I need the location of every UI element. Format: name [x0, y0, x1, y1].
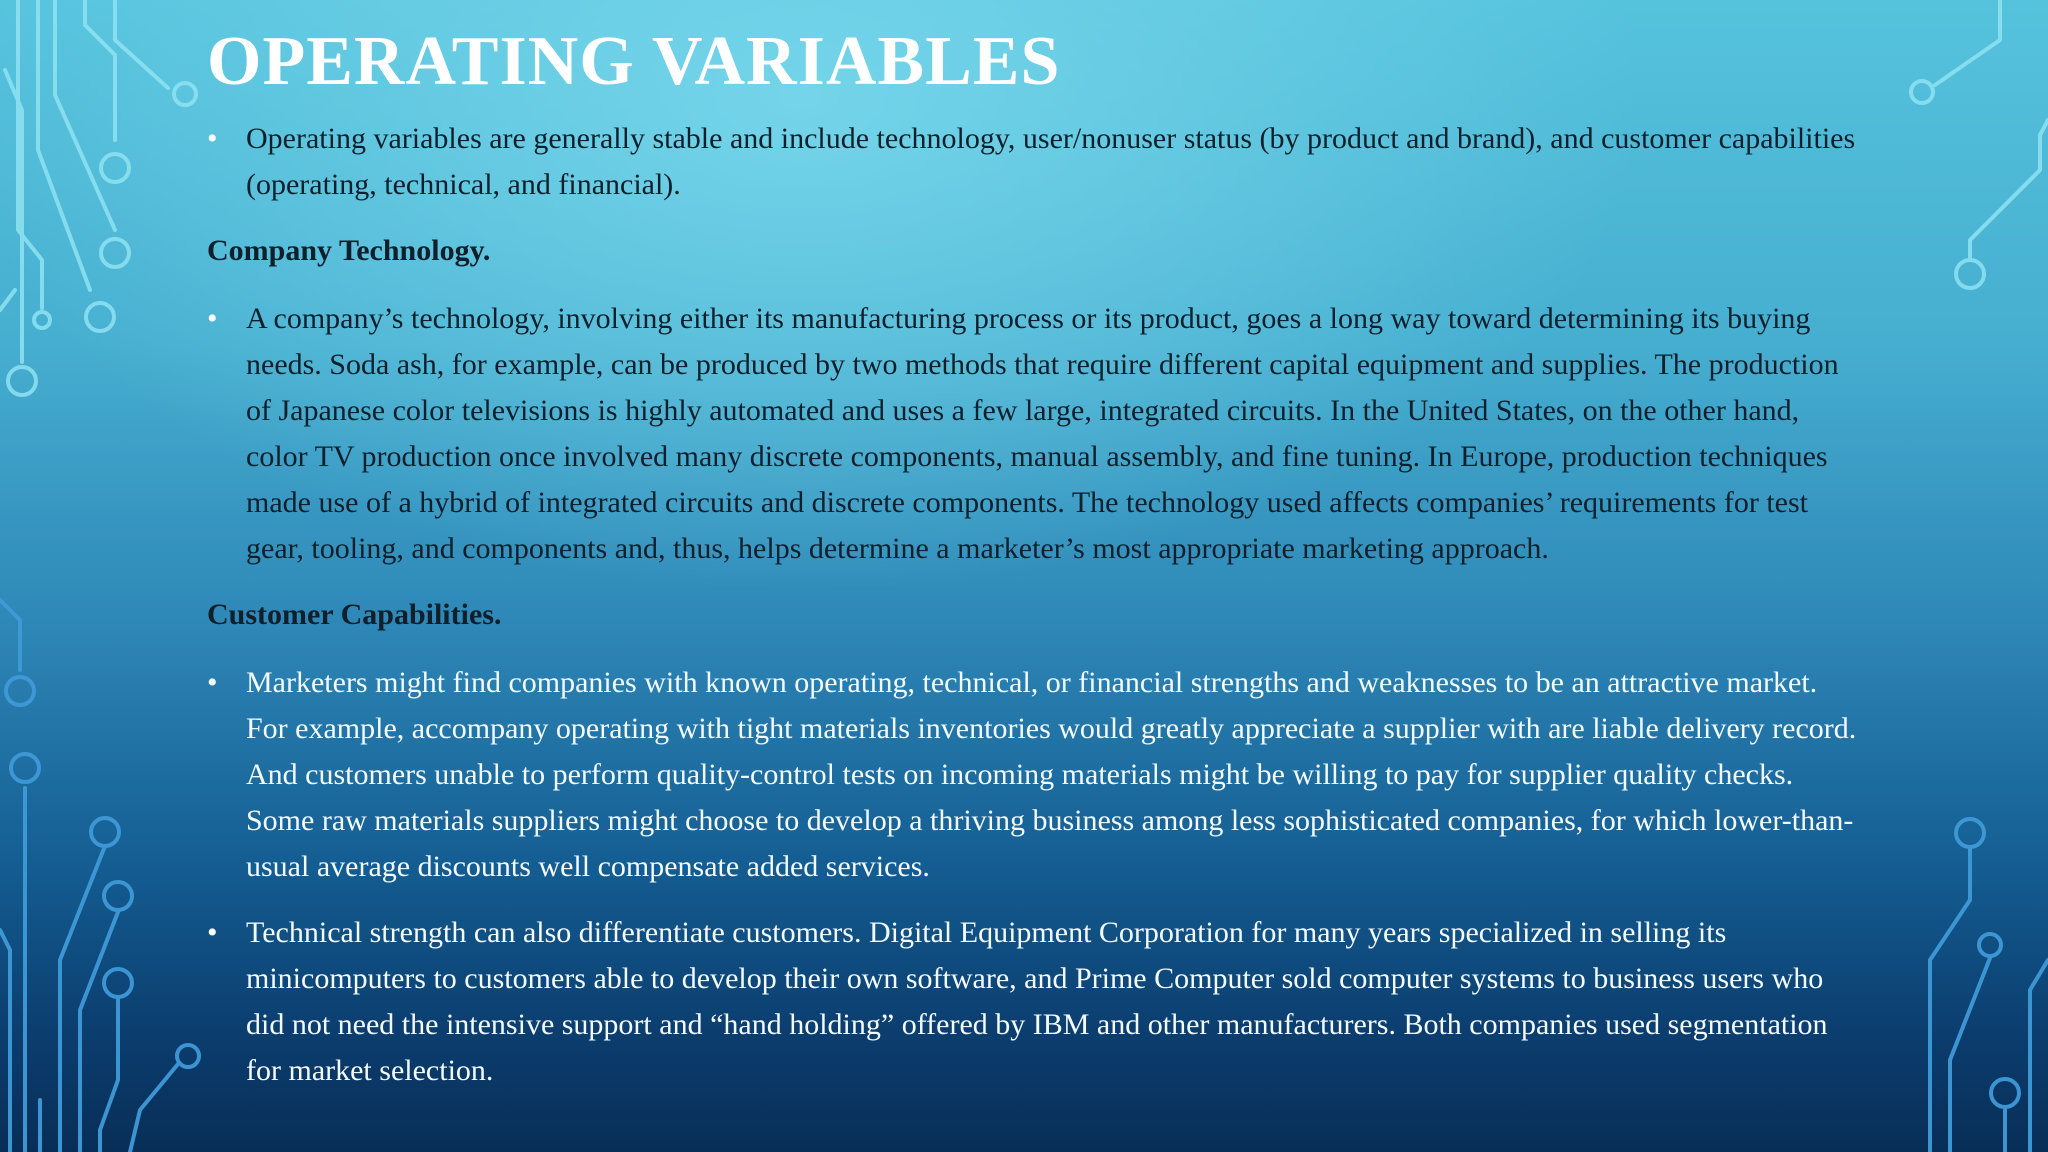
bullet-icon: •	[207, 122, 218, 155]
bullet-icon: •	[207, 302, 218, 335]
section-heading-company-technology: Company Technology.	[207, 234, 491, 267]
customer-capabilities-bullet-2	[207, 910, 1857, 1094]
company-technology-text: A company’s technology, involving either its manufacturing process or its product, goes a long way toward determining its buying needs. Soda ash, for example, can be produced by two methods that require different capital equipment and supplies. The production of Japanese color televisions is highly automated and uses a few large, integrated circuits. In the United States, on the other hand, color TV production once involved many discrete components, manual assembly, and fine tuning. In Europe, production techniques made use of a hybrid of integrated circuits and discrete components. The technology used affects companies’ requirements for test gear, tooling, and components and, thus, helps determine a marketer’s most appropriate marketing approach.	[246, 302, 1839, 565]
circuit-top-right	[1911, 0, 2048, 288]
intro-bullet-text: Operating variables are generally stable and include technology, user/nonuser status (by product and brand), and customer capabilities (operating, technical, and financial).	[246, 122, 1856, 201]
circuit-bottom-left	[0, 600, 199, 1152]
customer-capabilities-text-2: Technical strength can also differentiate customers. Digital Equipment Corporation for many years specialized in selling its minicomputers to customers able to develop their own software, and Prime Computer sold computer systems to business users who did not need the intensive support and “hand holding” offered by IBM and other manufacturers. Both companies used segmentation for market selection.	[246, 916, 1828, 1087]
section-heading-customer-capabilities: Customer Capabilities.	[207, 598, 502, 631]
circuit-top-left	[0, 0, 196, 395]
company-technology-bullet	[207, 296, 1857, 572]
circuit-bottom-right	[1930, 819, 2048, 1152]
customer-capabilities-bullet-1	[207, 660, 1857, 890]
slide-content	[207, 22, 1857, 1114]
intro-bullet	[207, 116, 1857, 208]
customer-capabilities-text-1: Marketers might find companies with known operating, technical, or financial strengths and weaknesses to be an attractive market. For example, accompany operating with tight materials inventories would greatly appreciate a supplier with are liable delivery record. And customers unable to perform quality-control tests on incoming materials might be willing to pay for supplier quality checks. Some raw materials suppliers might choose to develop a thriving business among less sophisticated companies, for which lower-than-usual average discounts well compensate added services.	[246, 666, 1857, 883]
bullet-icon: •	[207, 916, 218, 949]
slide-title: OPERATING VARIABLES	[207, 23, 1061, 100]
bullet-icon: •	[207, 666, 218, 699]
